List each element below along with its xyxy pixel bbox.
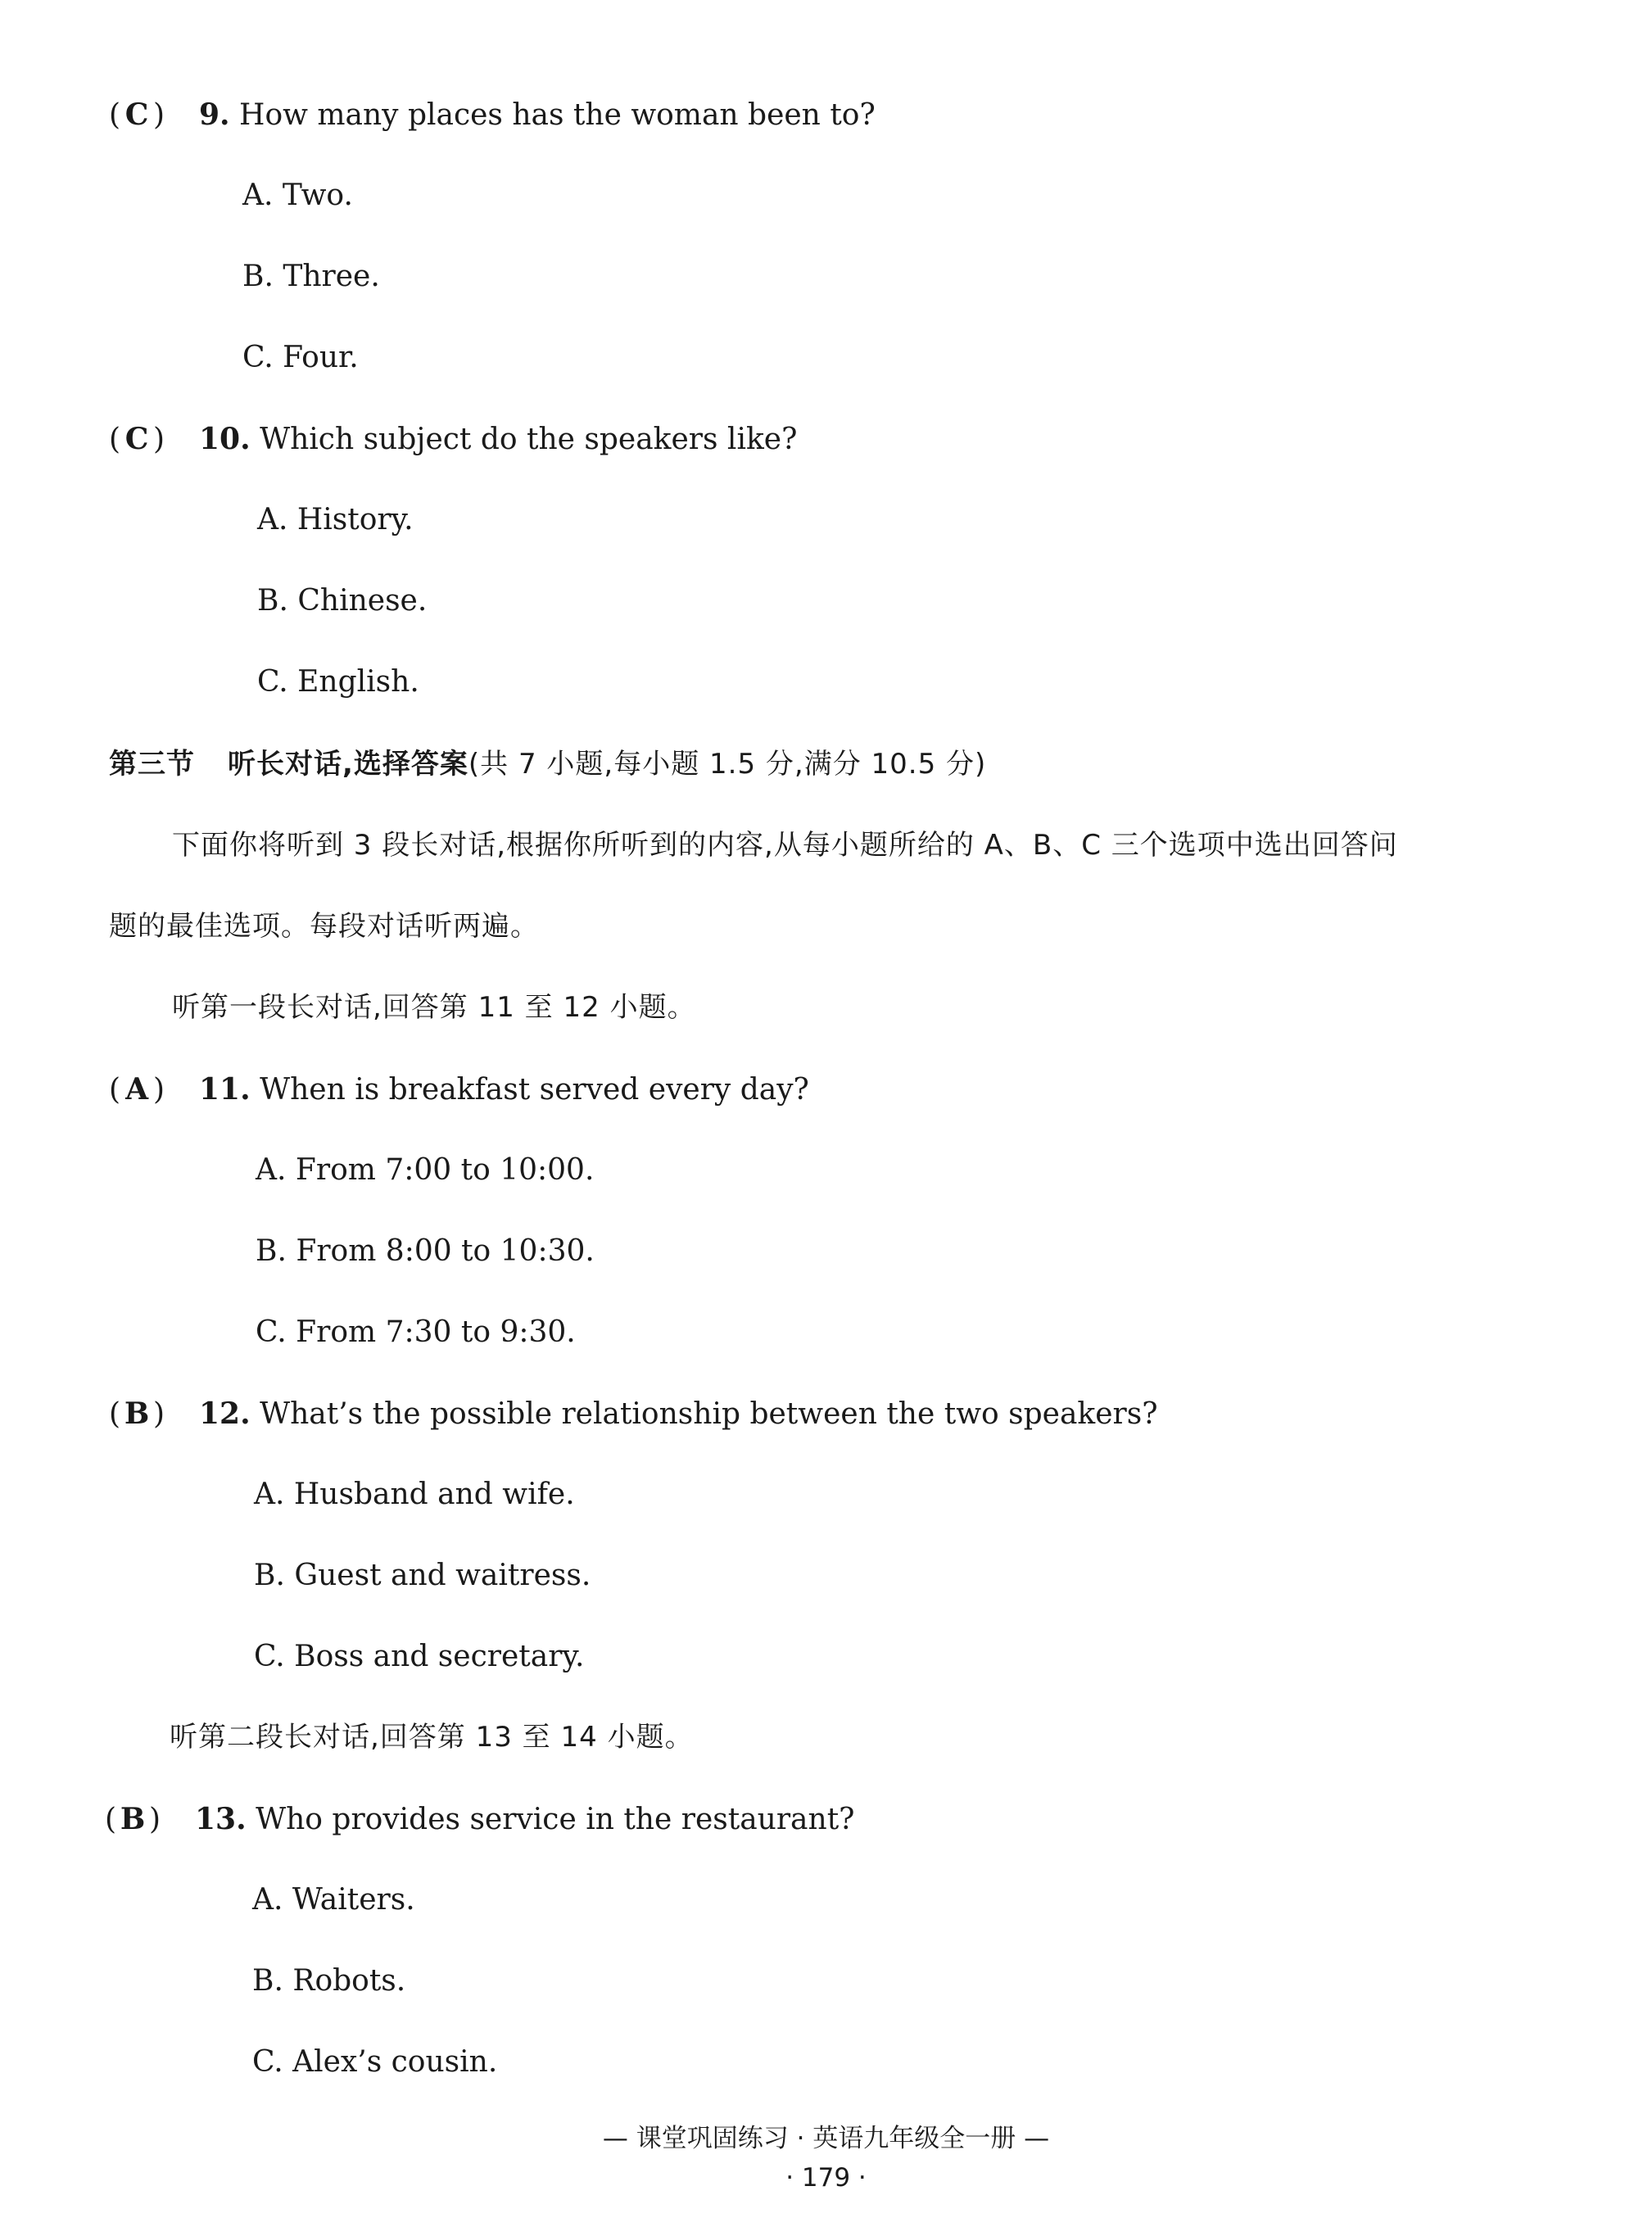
answer-letter: B (124, 1396, 150, 1431)
question-number: 10. (199, 422, 251, 456)
option-c: C. Boss and secretary. (254, 1640, 585, 1673)
question-text: Who provides service in the restaurant? (256, 1803, 855, 1836)
answer-letter: A (125, 1072, 149, 1107)
option-a: A. History. (257, 503, 414, 536)
answer-paren: ( C ) (109, 422, 165, 456)
option-a: A. Waiters. (252, 1883, 415, 1917)
option-c: C. Alex’s cousin. (252, 2045, 498, 2079)
section-note: (共 7 小题,每小题 1.5 分,满分 10.5 分) (468, 748, 987, 781)
question-12 (109, 1396, 1158, 1431)
answer-paren: ( B ) (105, 1802, 161, 1836)
option-a: A. Husband and wife. (254, 1478, 575, 1511)
answer-paren: ( C ) (109, 97, 165, 132)
option-b: B. Three. (242, 260, 380, 293)
question-text: When is breakfast served every day? (260, 1073, 809, 1107)
question-number: 11. (199, 1072, 251, 1107)
answer-letter: B (120, 1802, 146, 1836)
question-9 (109, 97, 876, 132)
instruction-line-2: 题的最佳选项。每段对话听两遍。 (109, 910, 539, 943)
question-text: What’s the possible relationship between the two speakers? (260, 1397, 1158, 1431)
question-13 (105, 1804, 854, 1835)
section-label: 第三节 (109, 748, 195, 781)
instruction-line-1: 下面你将听到 3 段长对话,根据你所听到的内容,从每小题所给的 A、B、C 三个选项中选出回答问 (172, 829, 1398, 862)
option-c: C. Four. (242, 341, 359, 374)
question-text: Which subject do the speakers like? (260, 423, 798, 456)
answer-letter: C (124, 422, 149, 456)
option-a: A. From 7:00 to 10:00. (256, 1153, 595, 1187)
question-number: 13. (195, 1802, 247, 1836)
option-b: B. From 8:00 to 10:30. (256, 1234, 595, 1268)
dialog-1-instruction: 听第一段长对话,回答第 11 至 12 小题。 (172, 991, 696, 1024)
page-number: · 179 · (785, 2163, 867, 2193)
question-text: How many places has the woman been to? (239, 98, 876, 132)
option-b: B. Guest and waitress. (254, 1559, 591, 1592)
option-c: C. English. (257, 665, 419, 699)
footer-title: — 课堂巩固练习 · 英语九年级全一册 — (602, 2124, 1050, 2153)
answer-paren: ( B ) (109, 1396, 165, 1431)
question-10 (109, 424, 797, 455)
question-number: 9. (199, 97, 230, 132)
answer-paren: ( A ) (109, 1072, 165, 1107)
question-11 (109, 1072, 809, 1107)
option-c: C. From 7:30 to 9:30. (256, 1315, 576, 1349)
section-heading (109, 748, 987, 781)
answer-letter: C (124, 97, 149, 132)
option-b: B. Chinese. (257, 584, 428, 618)
option-a: A. Two. (242, 179, 353, 212)
section-title: 听长对话,选择答案 (228, 748, 468, 781)
dialog-2-instruction: 听第二段长对话,回答第 13 至 14 小题。 (170, 1721, 694, 1754)
option-b: B. Robots. (252, 1964, 406, 1998)
question-number: 12. (199, 1396, 251, 1431)
